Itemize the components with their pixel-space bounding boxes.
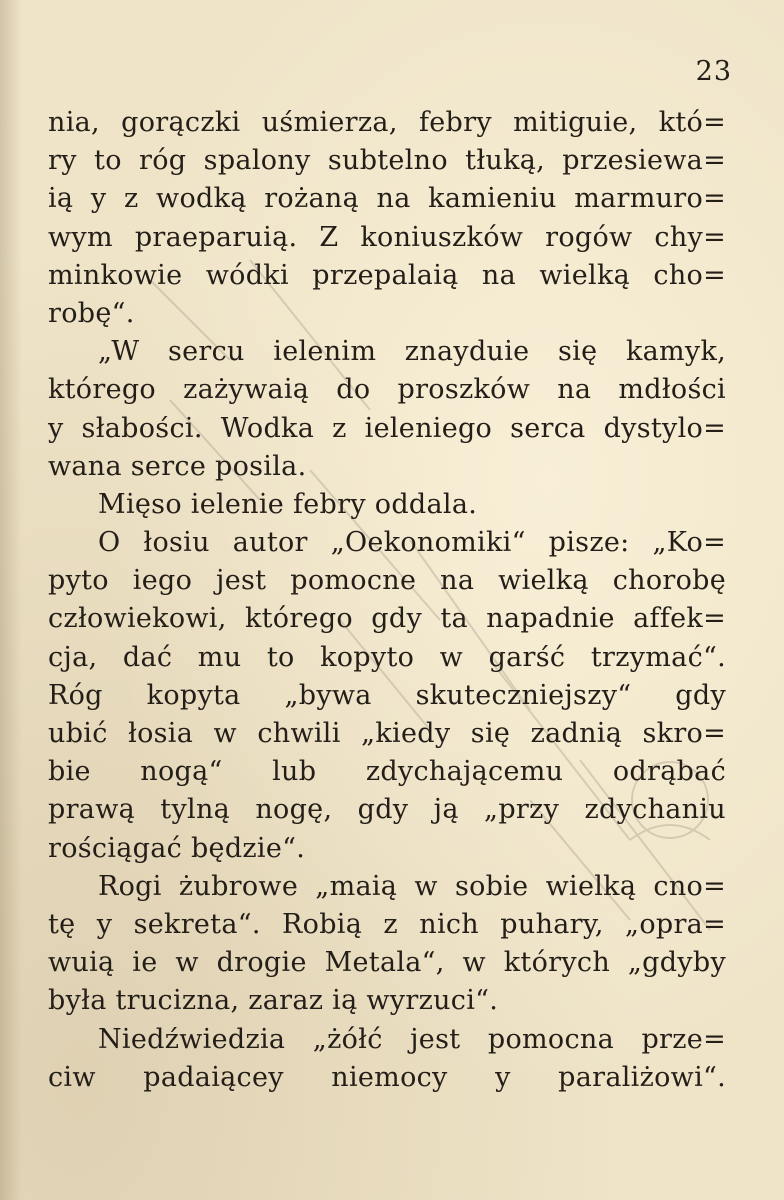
text-line: y słabości. Wodka z ieleniego serca dystylo=	[48, 412, 726, 444]
text-line: rościągać będzie“.	[48, 832, 306, 864]
text-line: ubić łosia w chwili „kiedy się zadnią skro=	[48, 718, 726, 749]
page-number: 23	[695, 56, 732, 87]
text-line: wym praeparuią. Z koniuszków rogów chy=	[48, 221, 726, 253]
text-line: minkowie wódki przepalaią na wielką cho=	[48, 259, 726, 291]
text-line: człowiekowi, którego gdy ta napadnie affek=	[48, 603, 726, 635]
text-line: była trucizna, zaraz ią wyrzuci“.	[48, 985, 499, 1017]
text-line: wana serce posila.	[48, 450, 307, 482]
text-line: Mięso ielenie febry oddala.	[98, 488, 478, 520]
text-line: robę“.	[48, 297, 135, 329]
text-line: O łosiu autor „Oekonomiki“ pisze: „Ko=	[98, 527, 726, 559]
text-line: prawą tylną nogę, gdy ją „przy zdychaniu	[48, 794, 726, 826]
text-line: Niedźwiedzia „żółć jest pomocna prze=	[98, 1023, 726, 1055]
text-line: którego zażywaią do proszków na mdłości	[48, 374, 726, 406]
text-line: Rogi żubrowe „maią w sobie wielką cno=	[98, 870, 726, 902]
text-line: Róg kopyta „bywa skuteczniejszy“ gdy	[48, 679, 726, 711]
text-line: ry to róg spalony subtelno tłuką, przesiewa=	[48, 145, 726, 177]
text-line: cja, dać mu to kopyto w garść trzymać“.	[48, 641, 726, 673]
text-line: nia, gorączki uśmierza, febry mitiguie, któ=	[48, 107, 726, 138]
text-line: ciw padaiącey niemocy y paraliżowi“.	[48, 1061, 726, 1093]
text-line: bie nogą“ lub zdychającemu odrąbać	[48, 756, 726, 788]
text-line: pyto iego jest pomocne na wielką chorobę	[48, 565, 726, 597]
text-line: wuią ie w drogie Metala“, w których „gdyby	[48, 947, 726, 979]
body-text	[48, 104, 726, 1097]
text-line: „W sercu ielenim znayduie się kamyk,	[98, 336, 726, 368]
text-line: ią y z wodką rożaną na kamieniu marmuro=	[48, 183, 726, 215]
text-line: tę y sekreta“. Robią z nich puhary, „opra=	[48, 908, 726, 940]
